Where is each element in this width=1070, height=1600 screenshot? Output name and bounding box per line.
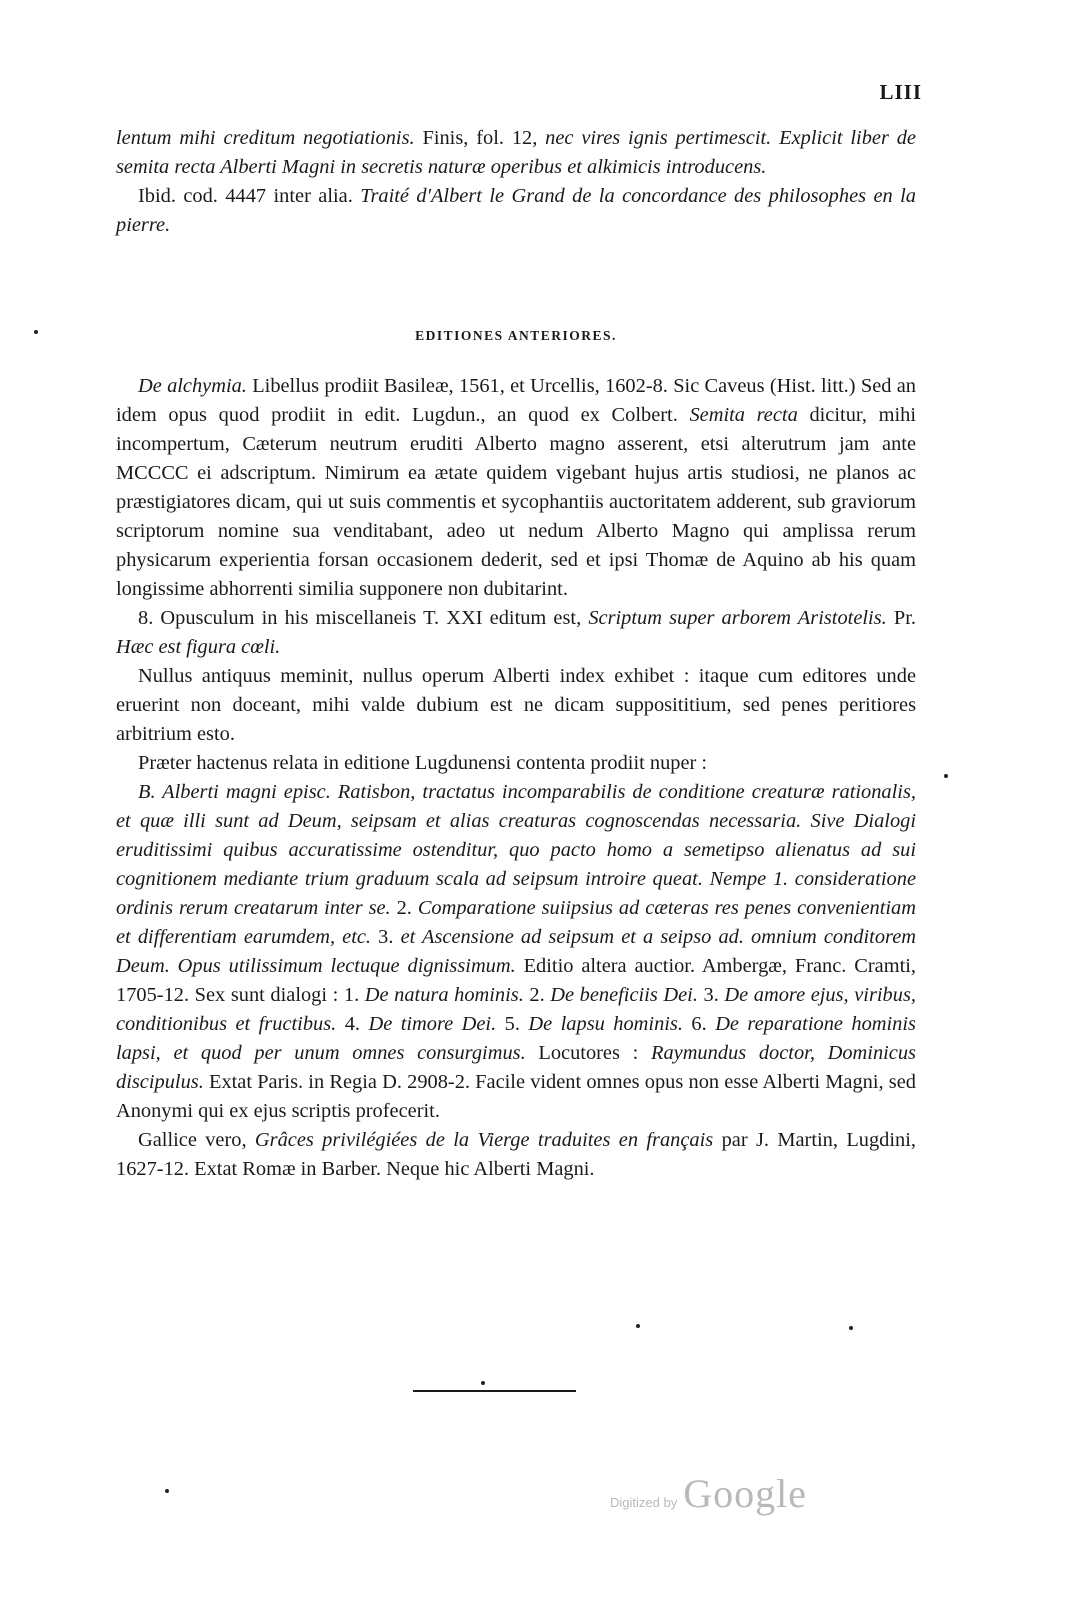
italic-text: De reparatione hominis lapsi, et quod per unum omnes consurgimus. xyxy=(116,1013,916,1064)
text: Extat Paris. in Regia D. 2908-2. Facile vident omnes opus non esse Alberti Magni, sed Anonymi qui ex ejus scriptis profecerit. xyxy=(116,1071,916,1122)
closing-rule xyxy=(413,1390,576,1392)
italic-text: Raymundus doctor, Dominicus discipulus. xyxy=(116,1042,916,1093)
main-text-block xyxy=(116,372,916,1184)
paragraph xyxy=(116,778,916,1126)
text: Editio altera auctior. Ambergæ, Franc. Cramti, 1705-12. Sex sunt dialogi : 1. xyxy=(116,955,916,1006)
italic-text: nec vires ignis pertimescit. Explicit liber de semita recta Alberti Magni in secretis naturæ operibus et alkimicis introducens. xyxy=(116,127,916,178)
text: 3. xyxy=(371,926,401,948)
page-number: LIII xyxy=(879,80,922,104)
section-heading: EDITIONES ANTERIORES. xyxy=(415,328,617,343)
digitized-by-google-watermark xyxy=(610,1470,807,1517)
paragraph xyxy=(116,182,916,240)
text: Locutores : xyxy=(525,1042,651,1064)
italic-text: De beneficiis Dei. xyxy=(550,984,698,1006)
text: Finis, fol. 12, xyxy=(414,127,546,149)
paragraph xyxy=(116,749,916,778)
text: Pr. xyxy=(886,607,916,629)
speck xyxy=(944,774,948,778)
speck xyxy=(636,1324,640,1328)
speck xyxy=(165,1489,169,1493)
paragraph xyxy=(116,604,916,662)
text: 4. xyxy=(336,1013,369,1035)
text: Præter hactenus relata in editione Lugdunensi contenta prodiit nuper : xyxy=(138,752,708,774)
text: 2. xyxy=(390,897,418,919)
text: 8. Opusculum in his miscellaneis T. XXI editum est, xyxy=(138,607,589,629)
text: par J. Martin, Lugdini, 1627-12. Extat Romæ in Barber. Neque hic Alberti Magni. xyxy=(116,1129,916,1180)
italic-text: De timore Dei. xyxy=(368,1013,497,1035)
paragraph xyxy=(116,124,916,182)
text: 3. xyxy=(697,984,725,1006)
italic-text: De amore ejus, viribus, conditionibus et fructibus. xyxy=(116,984,916,1035)
text: Ibid. cod. 4447 inter alia. xyxy=(138,185,361,207)
paragraph xyxy=(116,372,916,604)
text: Libellus prodiit Basileæ, 1561, et Urcellis, 1602-8. Sic Caveus (Hist. litt.) Sed an idem opus quod prodiit in edit. Lugdun., an quod ex Colbert. xyxy=(116,375,916,426)
speck xyxy=(481,1381,485,1385)
italic-text: Traité d'Albert le Grand de la concordance des philosophes en la pierre. xyxy=(116,185,916,236)
italic-text: et Ascensione ad seipsum et a seipso ad. omnium conditorem Deum. Opus utilissimum lectuque dignissimum. xyxy=(116,926,916,977)
italic-text: lentum mihi creditum negotiationis. xyxy=(116,127,415,149)
text: 6. xyxy=(682,1013,716,1035)
speck xyxy=(849,1326,853,1330)
watermark-prefix: Digitized by xyxy=(610,1495,678,1510)
italic-text: Scriptum super arborem Aristotelis. xyxy=(588,607,887,629)
italic-text: De natura hominis. xyxy=(364,984,524,1006)
italic-text: De alchymia. xyxy=(138,375,247,397)
speck xyxy=(34,330,38,334)
text: 2. xyxy=(523,984,551,1006)
top-text-block xyxy=(116,124,916,240)
paragraph xyxy=(116,1126,916,1184)
italic-text: Comparatione suiipsius ad cæteras res penes convenientiam et differentiam earumdem, etc. xyxy=(116,897,916,948)
text: Gallice vero, xyxy=(138,1129,255,1151)
italic-text: De lapsu hominis. xyxy=(528,1013,683,1035)
text: Nullus antiquus meminit, nullus operum Alberti index exhibet : itaque cum editores unde eruerint non doceant, mihi valde dubium est ne dicam supposititium, sed penes peritiores arbitrium esto. xyxy=(116,665,916,745)
italic-text: Hæc est figura cœli. xyxy=(116,636,281,658)
google-logo: Google xyxy=(683,1471,807,1516)
italic-text: B. Alberti magni episc. Ratisbon, tractatus incomparabilis de conditione creaturæ rationalis, et quæ illi sunt ad Deum, seipsam et alias creaturas cognoscendas necessaria. Sive Dialogi eruditissimi quibus accuratissime ostenditur, quo pacto homo a semetipso alienatus ad sui cognitionem mediante trium graduum scala ad seipsum introire queat. Nempe 1. consideratione ordinis rerum creatarum inter se. xyxy=(116,781,916,919)
paragraph xyxy=(116,662,916,749)
text: 5. xyxy=(496,1013,529,1035)
italic-text: Semita recta xyxy=(689,404,798,426)
italic-text: Grâces privilégiées de la Vierge traduites en français xyxy=(254,1129,714,1151)
text: dicitur, mihi incompertum, Cæterum neutrum eruditi Alberto magno asserent, etsi alterutrum jam ante MCCCC ei adscriptum. Nimirum ea ætate quidem vigebant hujus artis studiosi, ne planos ac præstigiatores dicam, qui ut suis commentis et sycophantiis auctoritatem adderent, sub graviorum scriptorum nomine sua venditabant, adeo ut nedum Alberto Magno qui amplissa rerum physicarum experientia forsan occasionem dederit, sed et ipsi Thomæ de Aquino ab his quam longissime abhorrenti similia supponere non dubitarint. xyxy=(116,404,917,600)
